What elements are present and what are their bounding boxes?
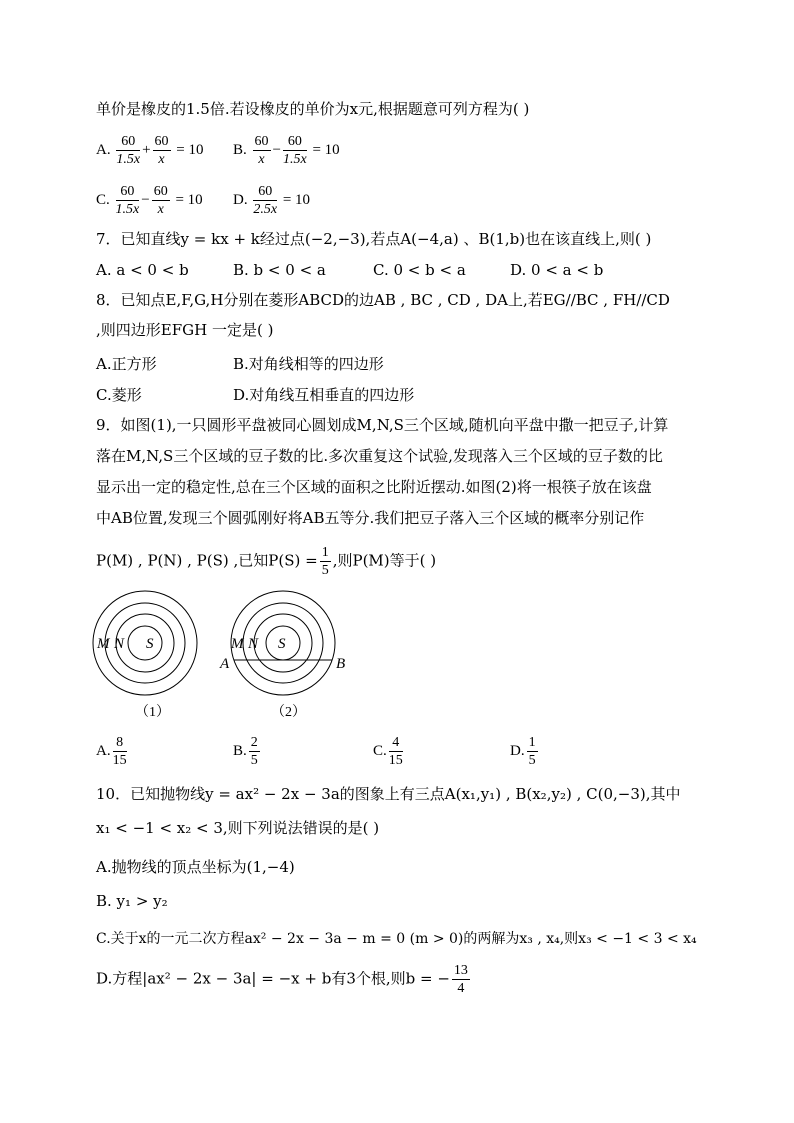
- q10-option-b: B. y₁ > y₂: [96, 892, 168, 910]
- operator: +: [142, 141, 151, 158]
- fraction: [116, 133, 140, 168]
- denominator: x: [258, 152, 265, 167]
- numerator: 60: [283, 133, 307, 151]
- rhs: = 10: [312, 141, 340, 158]
- label-n: N: [248, 636, 259, 652]
- question-8-stem-line1: 8．已知点E,F,G,H分别在菱形ABCD的边AB , BC , CD , DA上,若EG//BC , FH//CD: [96, 291, 670, 309]
- label-s: S: [146, 636, 154, 652]
- option-label: D.: [233, 191, 248, 208]
- numerator: 1: [321, 545, 329, 560]
- denominator: 5: [528, 753, 536, 768]
- question-10-stem-line1: 10．已知抛物线y = ax² − 2x − 3a的图象上有三点A(x₁,y₁) , B(x₂,y₂) , C(0,−3),其中: [96, 785, 681, 803]
- option-label: C.: [373, 742, 387, 759]
- q9-line5-text-a: P(M) , P(N) , P(S) ,已知P(S) =: [96, 551, 318, 570]
- fraction: [253, 133, 271, 168]
- fraction: [113, 734, 127, 769]
- figure-2: [219, 591, 345, 720]
- q7-option-d: D. 0 < a < b: [510, 261, 604, 279]
- question-6-stem-tail: 单价是橡皮的1.5倍.若设橡皮的单价为x元,根据题意可列方程为( ): [96, 100, 530, 118]
- q6-option-c: [96, 183, 203, 218]
- q9-option-c: [373, 734, 405, 769]
- label-m: M: [97, 636, 110, 652]
- option-label: B.: [233, 742, 247, 759]
- fraction: [320, 544, 331, 579]
- denominator: 2.5x: [253, 202, 278, 217]
- numerator: 60: [254, 134, 269, 149]
- rhs: = 10: [175, 191, 203, 208]
- fraction: [116, 183, 140, 218]
- denominator: 1.5x: [116, 152, 141, 167]
- fraction: [389, 734, 403, 769]
- label-a: A: [220, 656, 230, 672]
- q7-option-c: C. 0 < b < a: [373, 261, 466, 279]
- denominator: x: [158, 152, 165, 167]
- option-label: A.: [96, 141, 111, 158]
- numerator: 60: [116, 133, 140, 151]
- numerator: 1: [528, 735, 536, 750]
- rhs: = 10: [176, 141, 204, 158]
- denominator: 1.5x: [282, 152, 307, 167]
- caption-2: （2）: [271, 705, 306, 720]
- q6-option-d: [233, 183, 310, 218]
- q8-option-b: B.对角线相等的四边形: [233, 355, 384, 373]
- q7-option-a: A. a < 0 < b: [96, 261, 189, 279]
- question-9-line1: 9．如图(1),一只圆形平盘被同心圆划成M,N,S三个区域,随机向平盘中撒一把豆子,计算: [96, 416, 669, 434]
- label-m: M: [231, 636, 244, 652]
- question-9-line3: 显示出一定的稳定性,总在三个区域的面积之比附近摆动.如图(2)将一根筷子放在该盘: [96, 478, 652, 496]
- numerator: 2: [250, 735, 258, 750]
- question-8-stem-line2: ,则四边形EFGH 一定是( ): [96, 321, 274, 339]
- q7-option-b: B. b < 0 < a: [233, 261, 326, 279]
- denominator: 4: [457, 981, 465, 996]
- figure-1: [93, 591, 197, 720]
- q10-option-d: [96, 962, 472, 997]
- q9-option-a: [96, 734, 129, 769]
- rhs: = 10: [282, 191, 311, 208]
- q10-option-d-text: D.方程|ax² − 2x − 3a| = −x + b有3个根,则b = −: [96, 969, 450, 988]
- fraction: [283, 133, 307, 168]
- q8-option-c: C.菱形: [96, 386, 142, 404]
- question-9-line4: 中AB位置,发现三个圆弧刚好将AB五等分.我们把豆子落入三个区域的概率分别记作: [96, 509, 645, 527]
- fraction: [527, 734, 538, 769]
- numerator: 13: [453, 963, 468, 978]
- denominator: 15: [112, 753, 127, 768]
- q6-option-b: [233, 133, 340, 168]
- option-label: A.: [96, 742, 111, 759]
- label-b: B: [336, 656, 346, 672]
- q9-option-d: [510, 734, 540, 769]
- option-label: C.: [96, 191, 110, 208]
- q9-option-b: [233, 734, 262, 769]
- q9-figures: [90, 585, 360, 725]
- fraction: [152, 183, 170, 218]
- numerator: 60: [253, 183, 277, 201]
- question-10-stem-line2: x₁ < −1 < x₂ < 3,则下列说法错误的是( ): [96, 819, 380, 837]
- q10-option-c: C.关于x的一元二次方程ax² − 2x − 3a − m = 0 (m > 0)的两解为x₃ , x₄,则x₃ < −1 < 3 < x₄: [96, 931, 697, 947]
- numerator: 60: [116, 183, 140, 201]
- q6-option-a: [96, 133, 204, 168]
- denominator: 15: [388, 753, 403, 768]
- fraction: [452, 962, 470, 997]
- q10-option-a: A.抛物线的顶点坐标为(1,−4): [96, 858, 295, 876]
- numerator: 60: [154, 134, 169, 149]
- operator: −: [141, 191, 150, 208]
- option-label: D.: [510, 742, 525, 759]
- option-label: B.: [233, 141, 247, 158]
- caption-1: （1）: [135, 705, 170, 720]
- question-9-line5: [96, 544, 436, 579]
- denominator: 5: [250, 753, 258, 768]
- denominator: 5: [321, 563, 329, 578]
- q8-option-d: D.对角线互相垂直的四边形: [233, 386, 415, 404]
- question-9-line2: 落在M,N,S三个区域的豆子数的比.多次重复这个试验,发现落入三个区域的豆子数的比: [96, 447, 663, 465]
- fraction: [249, 734, 260, 769]
- operator: −: [272, 141, 281, 158]
- q9-line5-text-b: ,则P(M)等于( ): [332, 551, 437, 570]
- label-s: S: [278, 636, 286, 652]
- question-7-stem: 7．已知直线y = kx + k经过点(−2,−3),若点A(−4,a) 、B(1,b)也在该直线上,则( ): [96, 230, 652, 248]
- numerator: 60: [153, 184, 168, 199]
- numerator: 4: [389, 734, 403, 752]
- q8-option-a: A.正方形: [96, 355, 157, 373]
- label-n: N: [114, 636, 125, 652]
- fraction: [153, 133, 171, 168]
- fraction: [253, 183, 277, 218]
- numerator: 8: [113, 734, 127, 752]
- denominator: x: [157, 202, 164, 217]
- denominator: 1.5x: [115, 202, 140, 217]
